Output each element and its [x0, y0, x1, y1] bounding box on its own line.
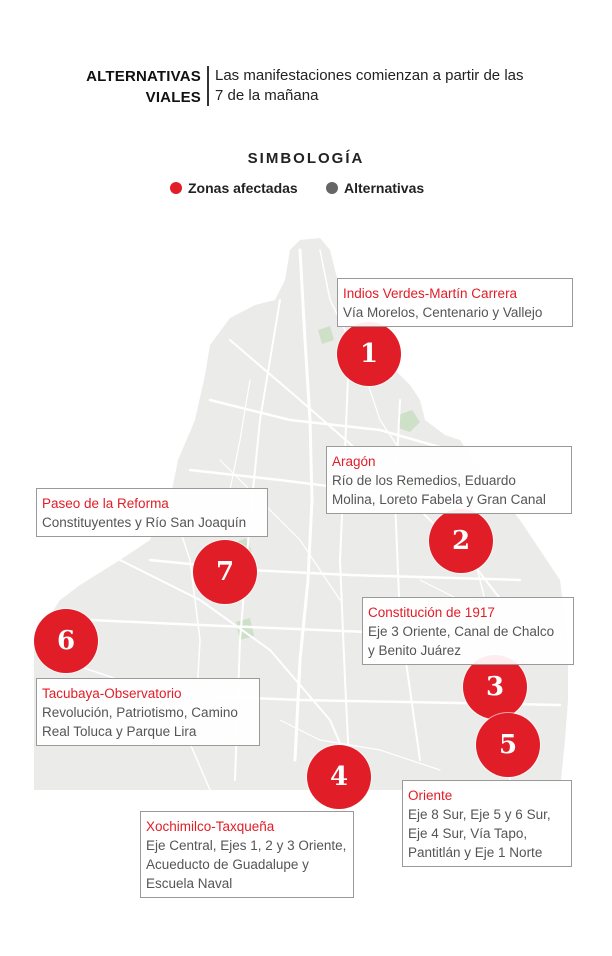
zone-name: Aragón: [332, 454, 376, 469]
zone-label-3: [362, 597, 574, 665]
zone-marker-number: 7: [215, 557, 235, 587]
zone-alternatives: Vía Morelos, Centenario y Vallejo: [343, 305, 543, 320]
zone-name: Indios Verdes-Martín Carrera: [343, 286, 518, 301]
zone-alternatives: Eje 3 Oriente, Canal de Chalco y Benito Juárez: [368, 624, 555, 658]
zone-marker-2[interactable]: [429, 509, 493, 573]
zone-label-4: [140, 811, 354, 898]
header-title-line2: VIALES: [145, 89, 201, 106]
zone-marker-number: 6: [56, 626, 76, 656]
zone-alternatives: Río de los Remedios, Eduardo Molina, Loreto Fabela y Gran Canal: [332, 473, 546, 507]
zone-name: Xochimilco-Taxqueña: [146, 819, 275, 834]
zone-alternatives: Constituyentes y Río San Joaquín: [42, 515, 247, 530]
legend-item-label: Zonas afectadas: [188, 180, 298, 196]
zone-marker-number: 1: [359, 339, 379, 369]
zone-marker-1[interactable]: [337, 322, 401, 386]
zone-name: Tacubaya-Observatorio: [42, 686, 182, 701]
zone-alternatives: Eje 8 Sur, Eje 5 y 6 Sur, Eje 4 Sur, Vía Tapo, Pantitlán y Eje 1 Norte: [408, 807, 551, 860]
zone-label-5: [402, 780, 572, 867]
zone-label-7: [36, 488, 268, 537]
header-title-line1: ALTERNATIVAS: [86, 68, 201, 85]
zone-marker-number: 2: [451, 526, 471, 556]
zone-marker-6[interactable]: [34, 609, 98, 673]
zone-label-6: [36, 678, 260, 746]
zone-alternatives: Revolución, Patriotismo, Camino Real Toluca y Parque Lira: [42, 705, 238, 739]
zone-marker-number: 4: [329, 762, 349, 792]
zone-marker-number: 5: [498, 730, 518, 760]
zone-marker-7[interactable]: [193, 540, 257, 604]
legend-item-label: Alternativas: [344, 180, 425, 196]
zone-marker-5[interactable]: [476, 713, 540, 777]
zone-marker-number: 3: [485, 672, 505, 702]
zone-name: Paseo de la Reforma: [42, 496, 169, 511]
zone-marker-4[interactable]: [307, 745, 371, 809]
zone-name: Constitución de 1917: [368, 605, 495, 620]
header-subtitle: Las manifestaciones comienzan a partir de las 7 de la mañana: [215, 67, 524, 104]
legend-title: SIMBOLOGÍA: [247, 150, 365, 167]
zone-alternatives: Eje Central, Ejes 1, 2 y 3 Oriente, Acueducto de Guadalupe y Escuela Naval: [146, 838, 347, 891]
zone-label-2: [326, 446, 572, 514]
zone-name: Oriente: [408, 788, 453, 803]
zone-label-1: [337, 278, 573, 327]
